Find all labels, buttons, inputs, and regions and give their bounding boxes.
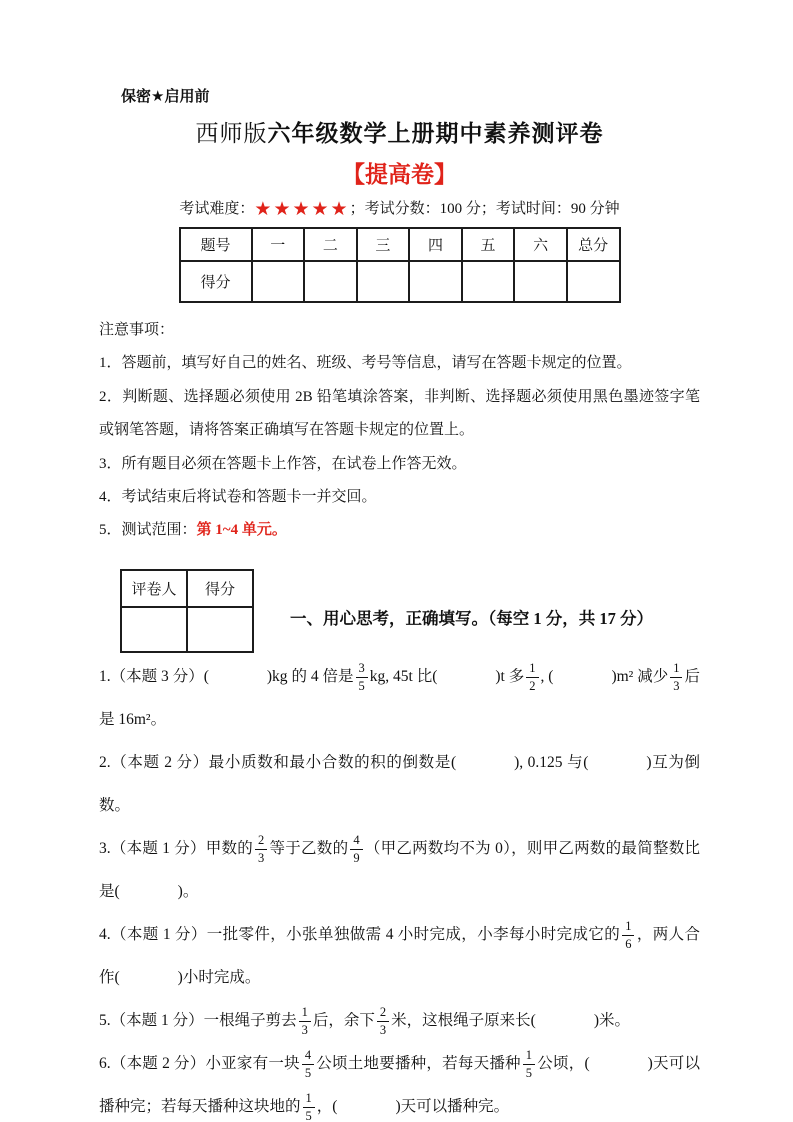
question: 3.（本题 1 分）甲数的 $\frac{2}{3}$ 等于乙数的 $\frac{4}{9}$ （甲乙两数均不为 0），则甲乙两数的最简整数比是( )。	[99, 833, 700, 900]
score-table-header-cell: 题号	[180, 228, 252, 261]
score-cell	[409, 261, 462, 302]
exam-info-line	[99, 198, 700, 221]
score-table-header-cell: 五	[462, 228, 515, 261]
note-item: 5．测试范围：第 1~4 单元。	[99, 522, 287, 539]
notes-section	[99, 314, 700, 548]
score-table-header-cell: 总分	[567, 228, 620, 261]
score-table-header-cell: 一	[252, 228, 305, 261]
paper-level-subtitle: 【提高卷】	[342, 161, 457, 187]
question: 2.（本题 2 分）最小质数和最小合数的积的倒数是( ), 0.125 与( )互为倒数。	[99, 753, 700, 814]
notes-list	[99, 347, 700, 547]
fraction: $\frac{1}{5}$	[523, 1048, 535, 1080]
test-scope-highlight: 第 1~4 单元。	[196, 522, 287, 539]
fraction: $\frac{4}{5}$	[302, 1048, 314, 1080]
note-item: 2．判断题、选择题必须使用 2B 铅笔填涂答案，非判断、选择题必须使用黑色墨迹签字笔或钢笔答题，请将答案正确填写在答题卡规定的位置上。	[99, 388, 700, 439]
grader-score-box	[120, 569, 254, 653]
notes-heading: 注意事项：	[99, 322, 175, 338]
score-table	[179, 227, 621, 303]
fraction: $\frac{4}{9}$	[350, 833, 362, 865]
grader-box-empty-cell	[187, 607, 253, 652]
grader-and-section-title-row	[99, 569, 700, 653]
fraction: $\frac{1}{3}$	[670, 661, 682, 693]
fraction: $\frac{1}{2}$	[526, 661, 538, 693]
question: 6.（本题 2 分）小亚家有一块 $\frac{4}{5}$ 公顷土地要播种，若每天播种 $\frac{1}{5}$ 公顷，( )天可以播种完；若每天播种这块地的 $\frac{1}{5}$ ，( )天可以播种完。	[99, 1048, 700, 1122]
fraction: $\frac{3}{5}$	[356, 661, 368, 693]
grader-box-empty-cell	[121, 607, 187, 652]
score-cell	[462, 261, 515, 302]
grader-box-header-cell: 评卷人	[121, 570, 187, 607]
score-cell	[252, 261, 305, 302]
score-cell	[514, 261, 567, 302]
score-table-header-row	[180, 228, 620, 261]
note-item: 4．考试结束后将试卷和答题卡一并交回。	[99, 489, 377, 506]
secret-notice: 保密★启用前	[121, 88, 210, 105]
questions	[99, 655, 700, 1122]
question: 1.（本题 3 分）( )kg 的 4 倍是 $\frac{3}{5}$ kg, 45t 比( )t 多 $\frac{1}{2}$ , ( )m² 减少 $\frac{1}{3}$ 后是 16m²。	[99, 661, 700, 728]
fraction: $\frac{2}{3}$	[377, 1005, 389, 1037]
fraction: $\frac{2}{3}$	[255, 833, 267, 865]
fraction: $\frac{1}{5}$	[303, 1091, 315, 1122]
note-item: 1．答题前，填写好自己的姓名、班级、考号等信息，请写在答题卡规定的位置。	[99, 355, 632, 372]
score-cell	[304, 261, 357, 302]
question: 5.（本题 1 分）一根绳子剪去 $\frac{1}{3}$ 后，余下 $\frac{2}{3}$ 米，这根绳子原来长( )米。	[99, 1005, 630, 1037]
score-table-header-cell: 六	[514, 228, 567, 261]
question: 4.（本题 1 分）一批零件，小张单独做需 4 小时完成，小李每小时完成它的 $\frac{1}{6}$ ，两人合作( )小时完成。	[99, 919, 700, 986]
page-title-prefix: 西师版	[195, 120, 268, 146]
score-cell	[357, 261, 410, 302]
score-table-score-row	[180, 261, 620, 302]
score-table-header-cell: 三	[357, 228, 410, 261]
fraction: $\frac{1}{3}$	[299, 1005, 311, 1037]
difficulty-label: 考试难度：	[179, 201, 255, 217]
fraction: $\frac{1}{6}$	[622, 919, 634, 951]
paper-content	[99, 0, 700, 1122]
note-item: 3．所有题目必须在答题卡上作答，在试卷上作答无效。	[99, 455, 467, 472]
grader-box-header-row	[121, 570, 253, 607]
exam-info-rest: ；考试分数：100 分；考试时间：90 分钟	[349, 201, 620, 217]
page-title-main: 六年级数学上册期中素养测评卷	[267, 120, 604, 146]
difficulty-stars: ★★★★★	[254, 199, 350, 220]
score-row-label: 得分	[180, 261, 252, 302]
grader-box-empty-row	[121, 607, 253, 652]
score-table-header-cell: 四	[409, 228, 462, 261]
score-cell	[567, 261, 620, 302]
page-title	[99, 118, 700, 148]
score-table-header-cell: 二	[304, 228, 357, 261]
section-one-title: 一、用心思考，正确填写。（每空 1 分，共 17 分）	[290, 608, 653, 628]
grader-box-header-cell: 得分	[187, 570, 253, 607]
